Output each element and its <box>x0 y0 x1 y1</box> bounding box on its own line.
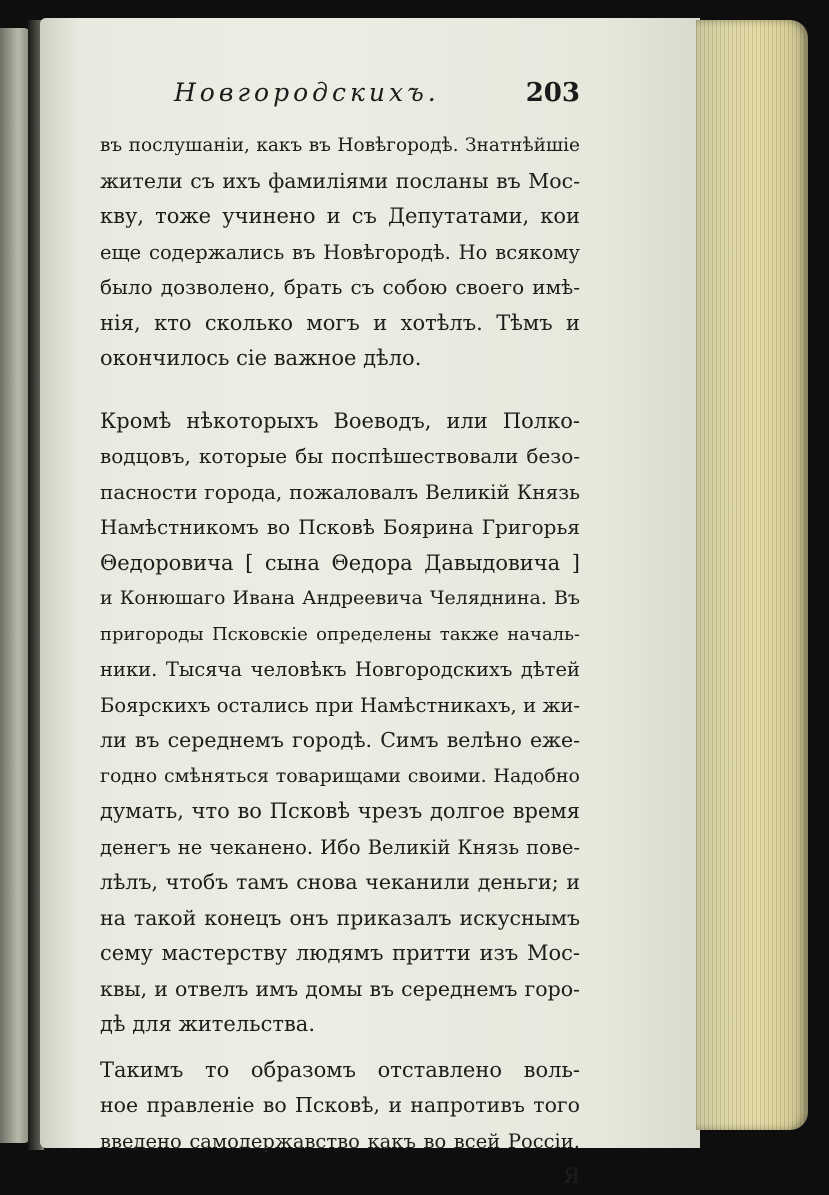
text-line: водцовъ, которые бы поспѣшествовали безо- <box>100 444 580 468</box>
text-line: денегъ не чеканено. Ибо Великiй Князь пове- <box>100 835 580 859</box>
text-line: окончилось сiе важное дѣло. <box>100 346 422 370</box>
text-line: еще содержались въ Новѣгородѣ. Но всякому <box>100 240 580 264</box>
text-line: дѣ для жительства. <box>100 1012 315 1036</box>
page-text <box>100 128 580 1195</box>
text-line: и Конюшаго Ивана Андреевича Челяднина. Въ <box>100 587 580 609</box>
facing-page-edge <box>0 28 30 1143</box>
paragraph-gap <box>100 377 580 404</box>
text-line: Такимъ то образомъ отставлено воль- <box>100 1057 580 1082</box>
text-line: годно смѣняться товарищами своими. Надобно <box>100 764 580 787</box>
page-number: 203 <box>525 78 580 108</box>
text-line: ное правленiе во Псковѣ, и напротивъ того <box>100 1093 580 1117</box>
text-line: пасности города, пожаловалъ Великiй Князь <box>100 479 580 504</box>
text-line: Намѣстникомъ во Псковѣ Боярина Григорья <box>100 515 580 539</box>
text-line: ники. Тысяча человѣкъ Новгородскихъ дѣтей <box>100 658 580 681</box>
running-title: Новгородскихъ. <box>174 78 440 107</box>
text-line: лѣлъ, чтобъ тамъ снова чеканили деньги; и <box>100 870 580 894</box>
text-line: было дозволено, брать съ собою своего имѣ- <box>100 275 580 299</box>
catchword: Я <box>563 1164 580 1188</box>
page-header <box>100 78 580 118</box>
text-line: Боярскихъ остались при Намѣстникахъ, и жи- <box>100 693 580 717</box>
text-line: Кромѣ нѣкоторыхъ Воеводъ, или Полко- <box>100 408 580 433</box>
text-line: кву, тоже учинено и съ Депутатами, кои <box>100 204 580 228</box>
paragraph-gap <box>100 1043 580 1053</box>
text-line: въ послушанiи, какъ въ Новѣгородѣ. Знатнѣйшiе <box>100 135 580 156</box>
text-line: Θедоровича [ сына Θедора Давыдовича ] <box>100 550 580 575</box>
text-line: думать, что во Псковѣ чрезъ долгое время <box>100 799 580 823</box>
text-line: ли въ середнемъ городѣ. Симъ велѣно еже- <box>100 728 580 752</box>
text-line: пригороды Псковскiе определены также началь- <box>100 623 580 645</box>
text-line: жители съ ихъ фамилiями посланы въ Мос- <box>100 168 580 193</box>
text-line: сему мастерству людямъ притти изъ Мос- <box>100 941 580 965</box>
text-line: введено самодержавство какъ во всей Россiи. <box>100 1129 580 1153</box>
page-block-edges <box>696 20 808 1130</box>
text-line: на такой конецъ онъ приказалъ искуснымъ <box>100 905 580 930</box>
text-line: нiя, кто сколько могъ и хотѣлъ. Тѣмъ и <box>100 310 580 335</box>
text-line: квы, и отвелъ имъ домы въ середнемъ горо- <box>100 976 580 1001</box>
